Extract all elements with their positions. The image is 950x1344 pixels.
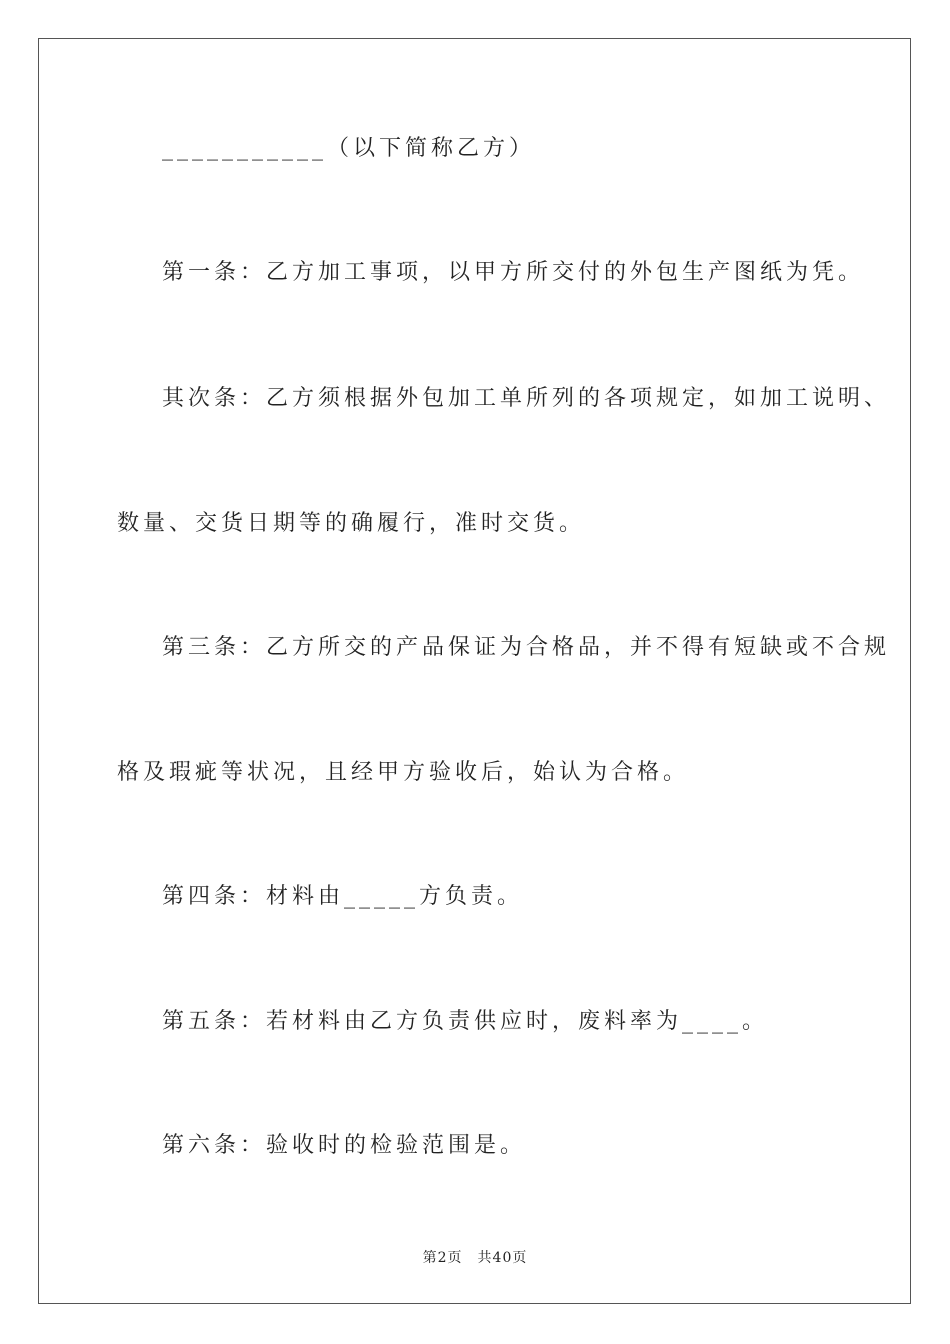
party-b-line: ___________（以下简称乙方） bbox=[162, 136, 536, 161]
clause-4: 第四条：材料由_____方负责。 bbox=[162, 884, 524, 909]
clause-2-part-2: 数量、交货日期等的确履行，准时交货。 bbox=[117, 511, 586, 536]
page-frame bbox=[38, 38, 911, 1304]
clause-3-part-2: 格及瑕疵等状况，且经甲方验收后，始认为合格。 bbox=[117, 760, 690, 785]
page-footer: 第2页 共40页 bbox=[422, 1250, 528, 1266]
clause-6: 第六条：验收时的检验范围是。 bbox=[162, 1133, 527, 1158]
clause-3-part-1: 第三条：乙方所交的产品保证为合格品，并不得有短缺或不合规 bbox=[162, 635, 891, 660]
clause-5: 第五条：若材料由乙方负责供应时，废料率为____。 bbox=[162, 1009, 769, 1034]
clause-1: 第一条：乙方加工事项，以甲方所交付的外包生产图纸为凭。 bbox=[162, 260, 865, 285]
clause-2-part-1: 其次条：乙方须根据外包加工单所列的各项规定，如加工说明、 bbox=[162, 386, 891, 411]
